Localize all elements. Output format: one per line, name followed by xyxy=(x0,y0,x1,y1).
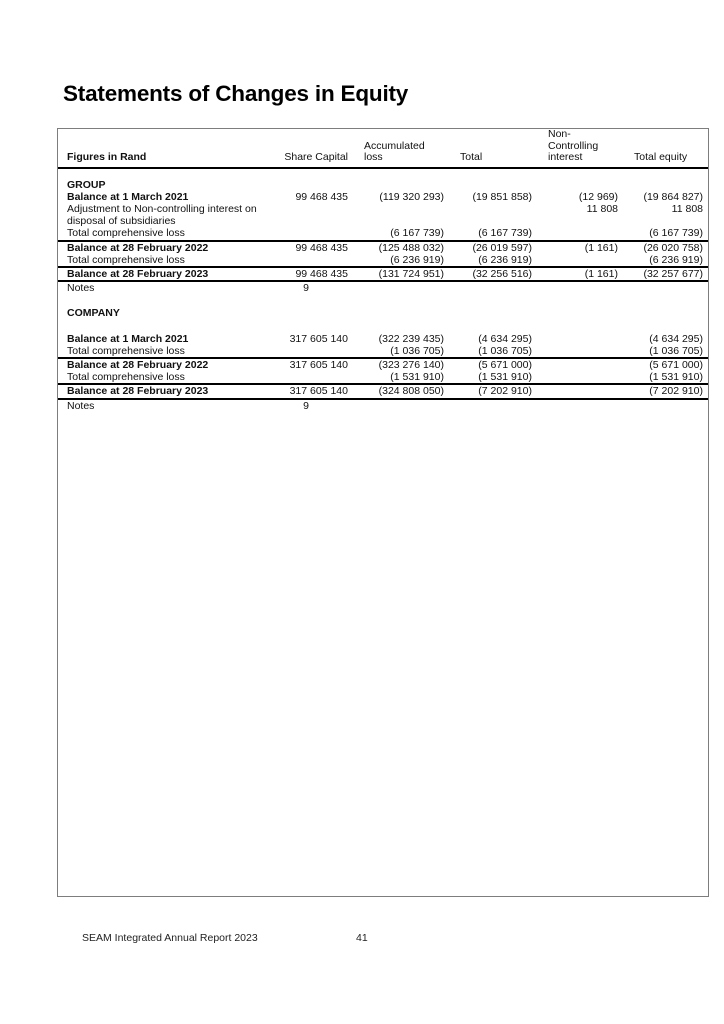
cell-total: (1 531 910) xyxy=(478,371,532,384)
table-row xyxy=(58,384,708,398)
table-row xyxy=(58,267,708,281)
cell-accumulated-loss xyxy=(350,399,446,412)
cell-accumulated-loss: (323 276 140) xyxy=(350,358,446,371)
table-row xyxy=(58,254,708,267)
column-header-total-equity: Total equity xyxy=(620,129,708,168)
cell-share-capital xyxy=(262,371,350,384)
cell-accumulated-loss: (6 167 739) xyxy=(390,227,444,240)
cell-accumulated-loss: (322 239 435) xyxy=(378,332,444,345)
footer-report-name: SEAM Integrated Annual Report 2023 xyxy=(82,932,258,944)
cell-nci xyxy=(534,227,620,240)
cell-share-capital: 99 468 435 xyxy=(295,190,348,203)
cell-total: (5 671 000) xyxy=(446,358,534,371)
cell-total: (19 851 858) xyxy=(472,190,532,203)
cell-total-equity: (19 864 827) xyxy=(643,190,703,203)
cell-nci xyxy=(534,281,620,294)
cell-total-equity: (26 020 758) xyxy=(620,241,708,254)
notes-row xyxy=(58,399,708,412)
cell-nci xyxy=(534,371,620,384)
cell-total xyxy=(446,203,534,227)
spacer-row xyxy=(58,168,708,179)
cell-nci: (1 161) xyxy=(534,267,620,281)
cell-total-equity: (32 257 677) xyxy=(620,267,708,281)
row-label: Balance at 28 February 2023 xyxy=(58,267,262,281)
cell-accumulated-loss: (125 488 032) xyxy=(350,241,446,254)
row-label: Balance at 28 February 2023 xyxy=(58,384,262,398)
row-label: Total comprehensive loss xyxy=(67,371,185,384)
spacer-row xyxy=(58,294,708,307)
row-label: Total comprehensive loss xyxy=(67,227,185,240)
table-row xyxy=(58,203,708,227)
cell-accumulated-loss: (131 724 951) xyxy=(350,267,446,281)
cell-nci: 11 808 xyxy=(586,202,618,215)
row-label: Notes xyxy=(67,282,95,295)
cell-total-equity: 11 808 xyxy=(671,202,703,215)
cell-total xyxy=(446,281,534,294)
table-row xyxy=(58,358,708,371)
cell-share-capital xyxy=(262,227,350,240)
column-header-accumulated-loss: Accumulated loss xyxy=(350,129,446,168)
row-label: Total comprehensive loss xyxy=(67,344,185,357)
equity-table xyxy=(58,129,708,412)
cell-total: (32 256 516) xyxy=(446,267,534,281)
cell-total: (6 236 919) xyxy=(478,253,532,266)
table-row xyxy=(58,371,708,384)
column-header-share-capital: Share Capital xyxy=(262,129,350,168)
cell-total-equity: (5 671 000) xyxy=(620,358,708,371)
statement-table-container xyxy=(57,128,709,897)
cell-total: (1 036 705) xyxy=(478,344,532,357)
table-row xyxy=(58,227,708,240)
cell-share-capital: 317 605 140 xyxy=(262,384,350,398)
cell-total-equity: (1 531 910) xyxy=(649,371,703,384)
notes-row xyxy=(58,281,708,294)
column-header-total: Total xyxy=(446,129,534,168)
table-row xyxy=(58,191,708,203)
row-label: Balance at 28 February 2022 xyxy=(58,358,262,371)
cell-nci xyxy=(534,345,620,358)
row-label: Total comprehensive loss xyxy=(67,253,185,266)
cell-total-equity: (6 236 919) xyxy=(649,253,703,266)
cell-total-equity xyxy=(620,399,708,412)
cell-share-capital: 317 605 140 xyxy=(262,358,350,371)
cell-total: (4 634 295) xyxy=(478,332,532,345)
cell-total-equity xyxy=(620,281,708,294)
cell-nci xyxy=(534,358,620,371)
cell-nci: (1 161) xyxy=(534,241,620,254)
cell-total-equity: (1 036 705) xyxy=(649,344,703,357)
cell-total-equity: (4 634 295) xyxy=(649,332,703,345)
table-row xyxy=(58,241,708,254)
row-label: Balance at 1 March 2021 xyxy=(67,332,189,345)
cell-nci: (12 969) xyxy=(578,190,618,203)
table-header-row xyxy=(58,129,708,168)
row-label: Notes xyxy=(67,399,95,412)
page-title: Statements of Changes in Equity xyxy=(63,81,409,106)
cell-total: (7 202 910) xyxy=(446,384,534,398)
cell-accumulated-loss xyxy=(350,203,446,227)
column-header-figures-in-rand: Figures in Rand xyxy=(58,129,262,168)
cell-share-capital: 99 468 435 xyxy=(262,267,350,281)
cell-total xyxy=(446,399,534,412)
cell-accumulated-loss: (119 320 293) xyxy=(379,190,444,203)
cell-total: (6 167 739) xyxy=(478,227,532,240)
cell-share-capital xyxy=(262,203,350,227)
cell-accumulated-loss: (6 236 919) xyxy=(390,253,444,266)
cell-total-equity: (7 202 910) xyxy=(620,384,708,398)
cell-share-capital xyxy=(262,345,350,358)
footer-page-number: 41 xyxy=(356,932,368,944)
table-row xyxy=(58,345,708,358)
section-heading-group: GROUP xyxy=(67,178,106,191)
cell-notes-ref: 9 xyxy=(303,282,309,295)
cell-nci xyxy=(534,384,620,398)
cell-accumulated-loss: (1 036 705) xyxy=(390,344,444,357)
cell-nci xyxy=(534,333,620,345)
cell-total-equity: (6 167 739) xyxy=(649,227,703,240)
cell-accumulated-loss: (324 808 050) xyxy=(350,384,446,398)
table-row xyxy=(58,333,708,345)
cell-share-capital xyxy=(262,254,350,267)
cell-nci xyxy=(534,399,620,412)
row-label: Balance at 1 March 2021 xyxy=(67,190,189,203)
spacer-row xyxy=(58,320,708,333)
cell-share-capital: 99 468 435 xyxy=(262,241,350,254)
cell-accumulated-loss xyxy=(350,281,446,294)
cell-notes-ref: 9 xyxy=(303,399,309,412)
section-heading-company: COMPANY xyxy=(67,307,120,320)
cell-total: (26 019 597) xyxy=(446,241,534,254)
cell-share-capital: 317 605 140 xyxy=(289,332,348,345)
column-header-non-controlling-interest: Non-Controlling interest xyxy=(534,129,620,168)
row-label: Balance at 28 February 2022 xyxy=(58,241,262,254)
cell-accumulated-loss: (1 531 910) xyxy=(390,371,444,384)
cell-nci xyxy=(534,254,620,267)
row-label: Adjustment to Non-controlling interest on disposal of subsidiaries xyxy=(67,202,257,228)
